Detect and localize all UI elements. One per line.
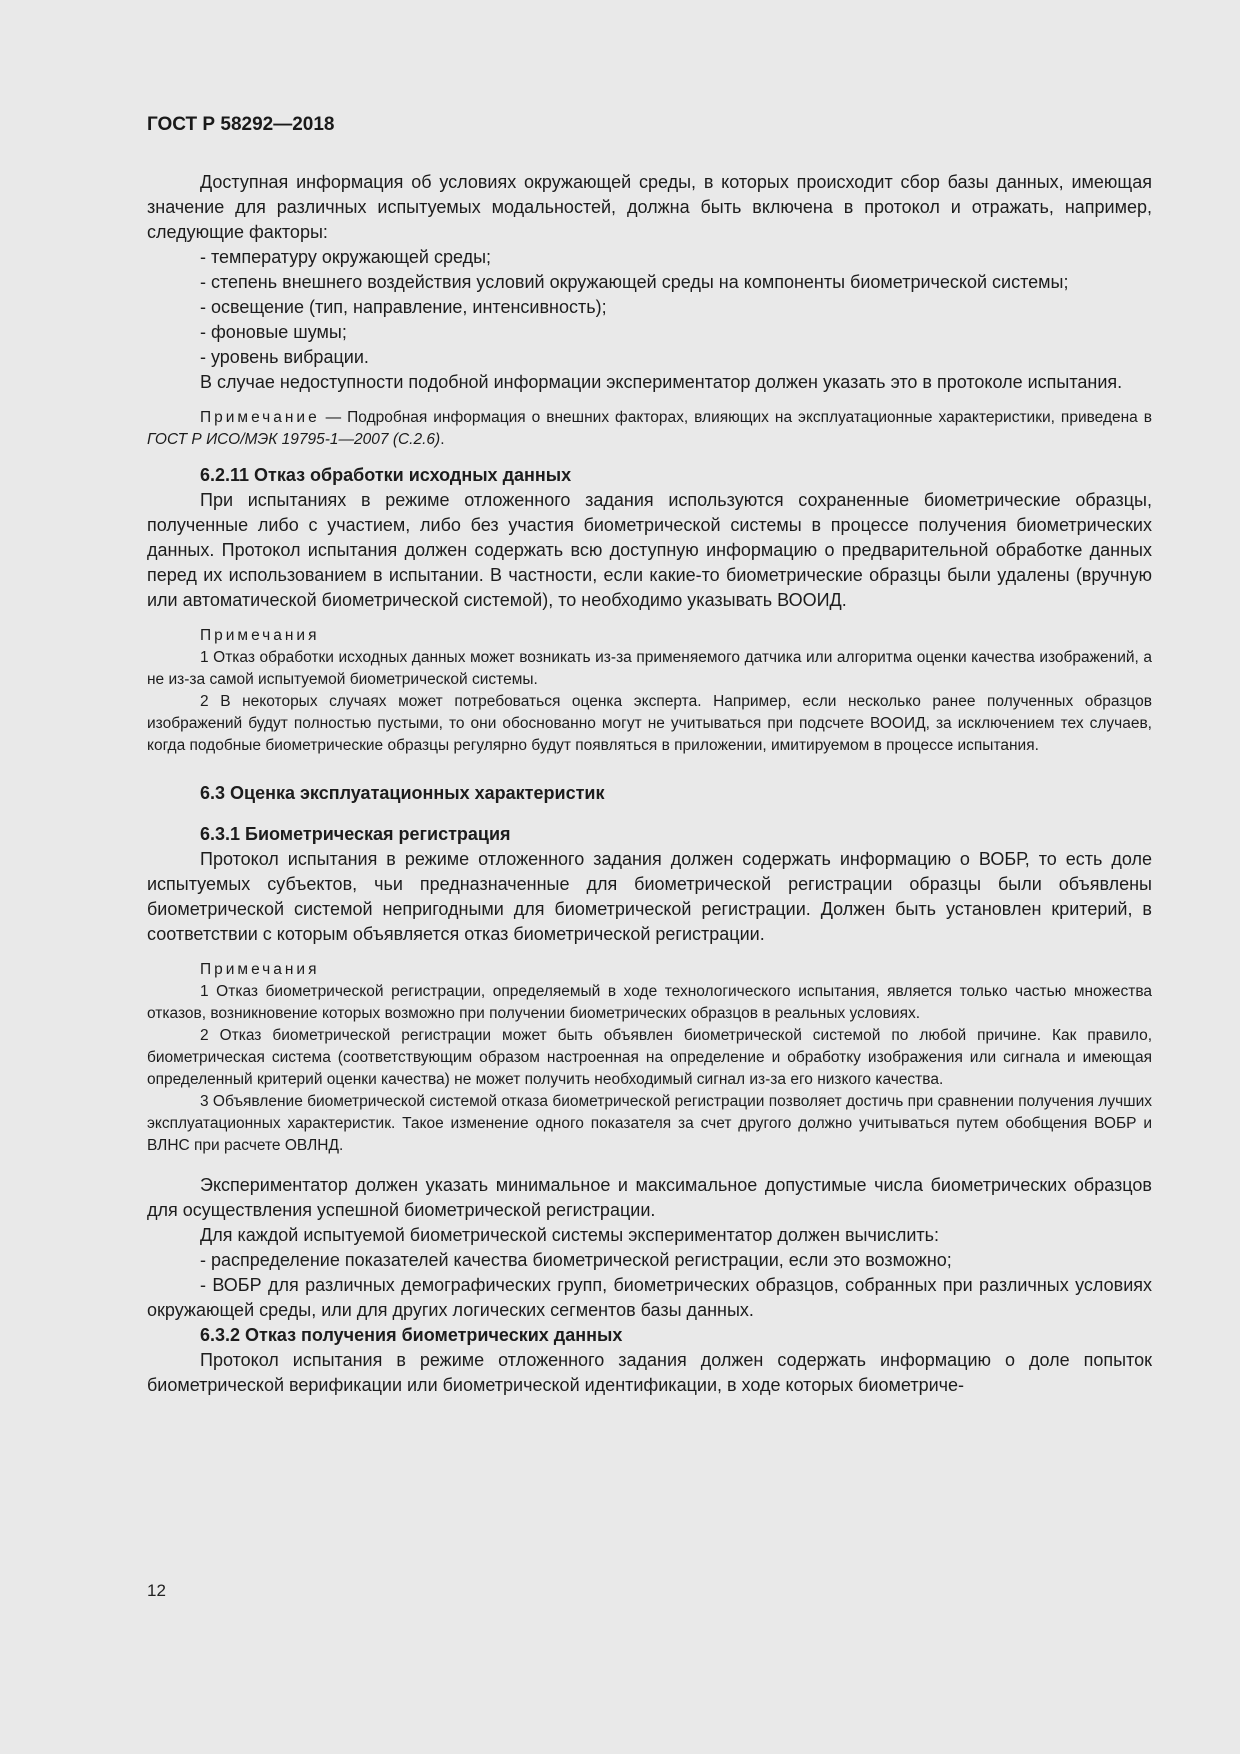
env-intro: Доступная информация об условиях окружающей среды, в которых происходит сбор базы данных, имеющая значение для различных испытуемых модальностей, должна быть включена в протокол и отражать, например, следующие факторы:: [147, 172, 1152, 242]
section-heading-6-3: 6.3 Оценка эксплуатационных характеристик: [200, 783, 605, 803]
note-item: 1 Отказ обработки исходных данных может возникать из-за применяемого датчика или алгоритма оценки качества изображений, а не из-за самой испытуемой биометрической системы.: [147, 649, 1152, 688]
notes-label-text: Примечания: [200, 627, 320, 644]
env-closing: В случае недоступности подобной информации экспериментатор должен указать это в протоколе испытания.: [200, 372, 1123, 392]
section-heading-6-3-2: 6.3.2 Отказ получения биометрических данных: [200, 1325, 623, 1345]
section-paragraph: При испытаниях в режиме отложенного задания используются сохраненные биометрические образцы, полученные либо с участием, либо без участия биометрической системы в процессе получения биометрических данных. Протокол испытания должен содержать всю доступную информацию о предварительной обработке данных перед их использованием в испытании. В частности, если какие-то биометрические образцы были удалены (вручную или автоматической биометрической системой), то необходимо указывать ВООИД.: [147, 490, 1152, 610]
env-item: - фоновые шумы;: [200, 322, 347, 342]
section-heading-6-3-1: 6.3.1 Биометрическая регистрация: [200, 824, 511, 844]
section-paragraph: Экспериментатор должен указать минимальное и максимальное допустимые числа биометрических образцов для осуществления успешной биометрической регистрации.: [147, 1175, 1152, 1220]
notes-label: [147, 625, 1152, 647]
note-item: 2 Отказ биометрической регистрации может быть объявлен биометрической системой по любой причине. Как правило, биометрическая система (соответствующим образом настроенная на определение и обработку изображения или сигнала и имеющая определенный критерий оценки качества) не может получить необходимый сигнал из-за его низкого качества.: [147, 1027, 1152, 1088]
env-item: - степень внешнего воздействия условий окружающей среды на компоненты биометрической системы;: [200, 272, 1069, 292]
env-item: - освещение (тип, направление, интенсивность);: [200, 297, 607, 317]
page-number: 12: [147, 1581, 166, 1600]
section-paragraph: Протокол испытания в режиме отложенного задания должен содержать информацию о ВОБР, то есть доле испытуемых субъектов, чьи предназначенные для биометрической регистрации образцы были объявлены биометрической системой непригодными для биометрической регистрации. Должен быть установлен критерий, в соответствии с которым объявляется отказ биометрической регистрации.: [147, 849, 1152, 944]
notes-label-text: Примечания: [200, 961, 320, 978]
notes-label: [147, 959, 1152, 981]
note-reference: ГОСТ Р ИСО/МЭК 19795-1—2007 (С.2.6): [147, 431, 441, 448]
page-content: [147, 170, 1152, 1398]
env-item: - уровень вибрации.: [200, 347, 369, 367]
note-end: .: [440, 431, 445, 448]
list-item: - распределение показателей качества биометрической регистрации, если это возможно;: [200, 1250, 952, 1270]
section-paragraph: Протокол испытания в режиме отложенного задания должен содержать информацию о доле попыток биометрической верификации или биометрической идентификации, в ходе которых биометриче-: [147, 1350, 1152, 1395]
note-item: 1 Отказ биометрической регистрации, определяемый в ходе технологического испытания, является только частью множества отказов, возникновение которых возможно при получении биометрических образцов в реальных условиях.: [147, 983, 1152, 1022]
note-label: Примечание: [200, 409, 320, 426]
section-heading-6-2-11: 6.2.11 Отказ обработки исходных данных: [200, 465, 572, 485]
env-item: - температуру окружающей среды;: [200, 247, 492, 267]
list-item: - ВОБР для различных демографических групп, биометрических образцов, собранных при различных условиях окружающей среды, или для других логических сегментов базы данных.: [147, 1275, 1152, 1320]
note-item: 3 Объявление биометрической системой отказа биометрической регистрации позволяет достичь при сравнении получения лучших эксплуатационных характеристик. Такое изменение одного показателя за счет другого должно учитываться путем обобщения ВОБР и ВЛНС при расчете ОВЛНД.: [147, 1093, 1152, 1154]
env-note: [147, 407, 1152, 451]
section-paragraph: Для каждой испытуемой биометрической системы экспериментатор должен вычислить:: [200, 1225, 940, 1245]
note-text: — Подробная информация о внешних факторах, влияющих на эксплуатационные характеристики, приведена в: [319, 409, 1152, 426]
document-code: ГОСТ Р 58292—2018: [147, 114, 335, 135]
note-item: 2 В некоторых случаях может потребоваться оценка эксперта. Например, если несколько ранее полученных образцов изображений будут полностью пустыми, то они обоснованно могут не учитываться при подсчете ВООИД, за исключением тех случаев, когда подобные биометрические образцы регулярно будут появляться в приложении, имитируемом в процессе испытания.: [147, 693, 1152, 754]
